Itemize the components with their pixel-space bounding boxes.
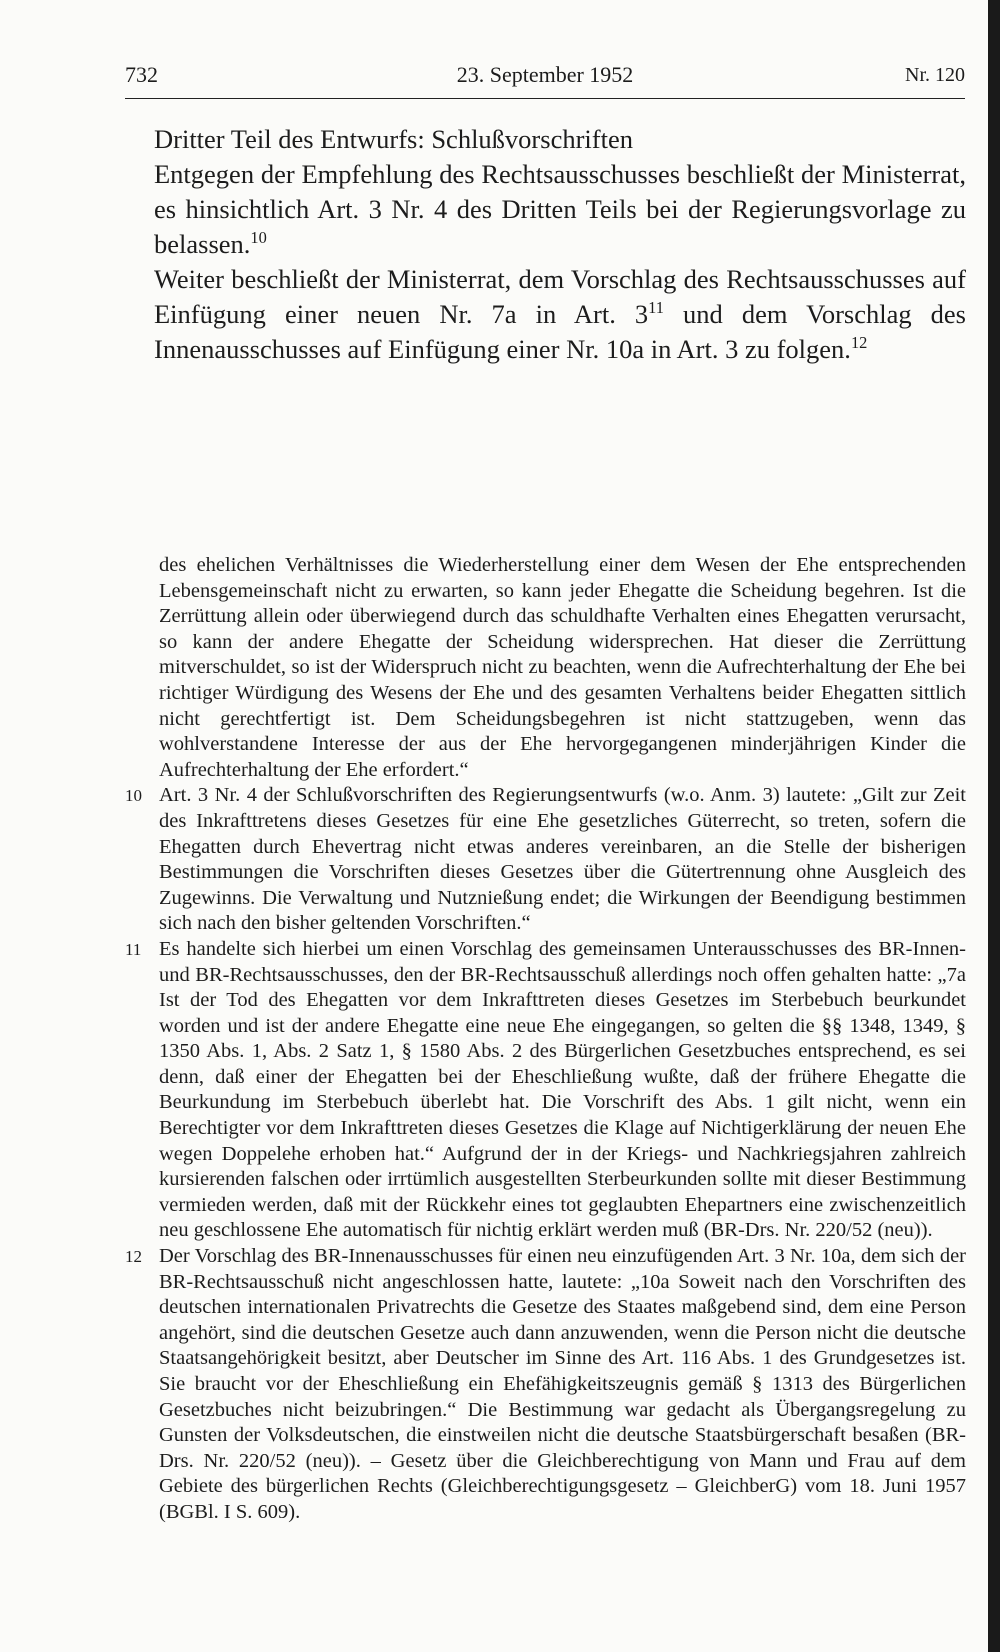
footnote-ref-12: 12 (850, 333, 868, 353)
footnote-text: Es handelte sich hierbei um einen Vorschlag des gemeinsamen Unterausschusses des BR-Innen- und BR-Rechtsausschusses, den der BR-Rechtsausschuß allerdings noch offen gehalten hatte: „7a Ist der Tod des Ehegatten vor dem Inkrafttreten dieses Gesetzes im Sterbebuch beurkundet worden und ist der andere Ehegatte eine neue Ehe eingegangen, so gelten die §§ 1348, 1349, § 1350 Abs. 1, Abs. 2 Satz 1, § 1580 Abs. 2 des Bürgerlichen Gesetzbuches entsprechend, es sei denn, daß einer der Ehegatten bei der Eheschließung wußte, daß der frühere Ehegatte die Beurkundung im Sterbebuch überlebt hat. Die Vorschrift des Abs. 1 gilt nicht, wenn ein Berechtigter vor dem Inkrafttreten dieses Gesetzes die Klage auf Nichtigerklärung der neuen Ehe wegen Doppelehe erhoben hat.“ Aufgrund der in der Kriegs- und Nachkriegsjahren zahlreich kursierenden falschen oder irrtümlich ausgestellten Sterbeurkunden sollte mit dieser Bestimmung vermieden werden, daß mit der Rückkehr eines tot geglaubten Ehepartners eine zwischenzeitlich neu geschlossene Ehe automatisch für nichtig erklärt werden muß (BR-Drs. Nr. 220/52 (neu)). (159, 937, 966, 1242)
issue-number: Nr. 120 (905, 64, 965, 86)
page-header (125, 58, 965, 99)
paragraph-2 (154, 262, 966, 367)
footnotes (125, 553, 966, 1526)
footnote-text: Art. 3 Nr. 4 der Schlußvorschriften des Regierungsentwurfs (w.o. Anm. 3) lautete: „Gilt zur Zeit des Inkrafttretens dieses Gesetzes für eine Ehe gesetzliches Güterrecht, so treten, sofern die Ehegatten durch Ehevertrag nicht etwas anderes vereinbaren, an die Stelle der bisherigen Bestimmungen die Vorschriften dieses Gesetzes über die Gütertrennung ohne Ausgleich des Zugewinns. Die Verwaltung und Nutznießung endet; die Wirkungen der Beendigung bestimmen sich nach den bisher geltenden Vorschriften.“ (159, 784, 966, 935)
paragraph-2-text-b: und dem Vorschlag des Innenausschusses auf Einfügung einer Nr. 10a in Art. 3 zu folgen. (154, 299, 966, 364)
page-number: 732 (125, 62, 158, 87)
footnote-number: 10 (125, 786, 142, 806)
footnote-text: Der Vorschlag des BR-Innenausschusses für einen neu einzufügenden Art. 3 Nr. 10a, dem sich der BR-Rechtsausschuß nicht angeschlossen hatte, lautete: „10a Soweit nach den Vorschriften des deutschen internationalen Privatrechts die Gesetze des Staates maßgebend sind, dem eine Person angehört, sind die deutschen Gesetze auch dann anzuwenden, wenn die Person nicht die deutsche Staatsangehörigkeit besitzt, aber Deutscher im Sinne des Art. 116 Abs. 1 des Grundgesetzes ist. Sie braucht vor der Eheschließung ein Ehefähigkeitszeugnis gemäß § 1313 des Bürgerlichen Gesetzbuches nicht beizubringen.“ Die Bestimmung war gedacht als Übergangsregelung zu Gunsten der Volksdeutschen, die einstweilen nicht die deutsche Staatsbürgerschaft besaßen (BR-Drs. Nr. 220/52 (neu)). – Gesetz über die Gleichberechtigung von Mann und Frau auf dem Gebiete des bürgerlichen Rechts (Gleichberechtigungsgesetz – GleichberG) vom 18. Juni 1957 (BGBl. I S. 609). (159, 1245, 966, 1523)
footnote-continuation: des ehelichen Verhältnisses die Wiederherstellung einer dem Wesen der Ehe entsprechenden Lebensgemeinschaft nicht zu erwarten, so kann jeder Ehegatte die Scheidung begehren. Ist die Zerrüttung allein oder überwiegend durch das schuldhafte Verhalten eines Ehegatten verursacht, so kann der andere Ehegatte der Scheidung widersprechen. Hat dieser die Zerrüttung mitverschuldet, so ist der Widerspruch nicht zu beachten, wenn die Aufrechterhaltung der Ehe bei richtiger Würdigung des Wesens der Ehe und des gesamten Verhaltens beider Ehegatten sittlich nicht gerechtfertigt ist. Dem Scheidungsbegehren ist nicht stattzugeben, wenn das wohlverstandene Interesse der aus der Ehe hervorgegangenen minderjährigen Kinder die Aufrechterhaltung der Ehe erfordert.“ (159, 554, 966, 781)
section-heading: Dritter Teil des Entwurfs: Schlußvorschriften (154, 124, 633, 154)
footnote-11 (125, 937, 966, 1244)
footnote-12 (125, 1244, 966, 1526)
footnote-ref-10: 10 (250, 228, 267, 248)
paragraph-1-text: Entgegen der Empfehlung des Rechtsausschusses beschließt der Ministerrat, es hinsichtlich Art. 3 Nr. 4 des Dritten Teils bei der Regierungsvorlage zu belassen. (154, 159, 966, 259)
footnote-10 (125, 783, 966, 937)
footnote-number: 11 (125, 939, 142, 959)
paragraph-1 (154, 157, 966, 262)
footnote-number: 12 (125, 1247, 142, 1267)
header-date: 23. September 1952 (456, 62, 634, 87)
paragraph-2-text-a: Weiter beschließt der Ministerrat, dem Vorschlag des Rechtsausschusses auf Einfügung einer neuen Nr. 7a in Art. 3 (154, 264, 966, 329)
footnote-ref-11: 11 (648, 298, 664, 318)
main-text (154, 122, 966, 367)
